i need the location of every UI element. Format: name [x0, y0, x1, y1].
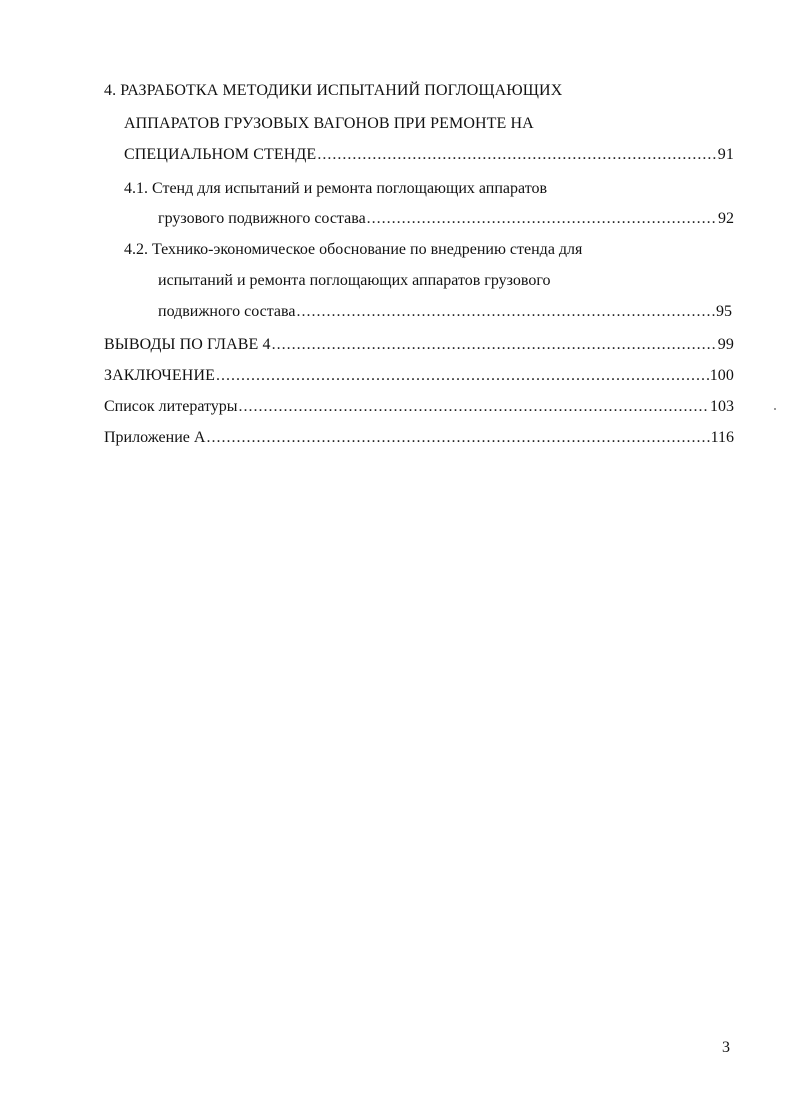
toc-s41-line2-row: [158, 209, 734, 229]
toc-conclusions-title: ВЫВОДЫ ПО ГЛАВЕ 4: [104, 336, 271, 353]
leader-dots: [216, 366, 709, 386]
toc-ch4-line3-row: [124, 145, 734, 165]
toc-appendix-row: [104, 428, 734, 448]
leader-dots: [317, 145, 716, 165]
toc-ch4-line3: СПЕЦИАЛЬНОМ СТЕНДЕ: [124, 146, 317, 163]
toc-conclusion-title: ЗАКЛЮЧЕНИЕ: [104, 367, 215, 384]
toc-appendix-page: 116: [710, 429, 734, 446]
toc-references-title: Список литературы: [104, 398, 238, 415]
leader-dots: [272, 335, 717, 355]
toc-s42-line3: подвижного состава: [158, 303, 296, 320]
toc-s42-line3-row: [158, 302, 732, 322]
toc-s41-page: 92: [718, 210, 734, 227]
toc-s41-line1: 4.1. Стенд для испытаний и ремонта поглощающих аппаратов: [124, 180, 548, 197]
toc-conclusions-row: [104, 335, 734, 355]
toc-ch4-page: 91: [717, 146, 734, 163]
scan-speck: [774, 408, 776, 410]
toc-conclusions-page: 99: [717, 336, 734, 353]
toc-conclusion-row: [104, 366, 734, 386]
leader-dots: [206, 428, 709, 448]
toc-ch4-line2: АППАРАТОВ ГРУЗОВЫХ ВАГОНОВ ПРИ РЕМОНТЕ НА: [124, 115, 534, 132]
leader-dots: [296, 302, 715, 322]
page-number: 3: [722, 1039, 730, 1056]
toc-references-row: [104, 397, 734, 417]
toc-conclusion-page: 100: [709, 367, 734, 384]
toc-s42-page: 95: [716, 303, 732, 320]
toc-references-page: 103: [710, 398, 734, 415]
toc-ch4-line1: 4. РАЗРАБОТКА МЕТОДИКИ ИСПЫТАНИЙ ПОГЛОЩАЮЩИХ: [104, 82, 563, 99]
toc-appendix-title: Приложение А: [104, 429, 206, 446]
leader-dots: [367, 209, 717, 229]
toc-s42-line2: испытаний и ремонта поглощающих аппаратов грузового: [158, 272, 551, 289]
toc-s42-line1: 4.2. Технико-экономическое обоснование по внедрению стенда для: [124, 241, 583, 258]
leader-dots: [239, 397, 709, 417]
toc-s41-line2: грузового подвижного состава: [158, 210, 366, 227]
